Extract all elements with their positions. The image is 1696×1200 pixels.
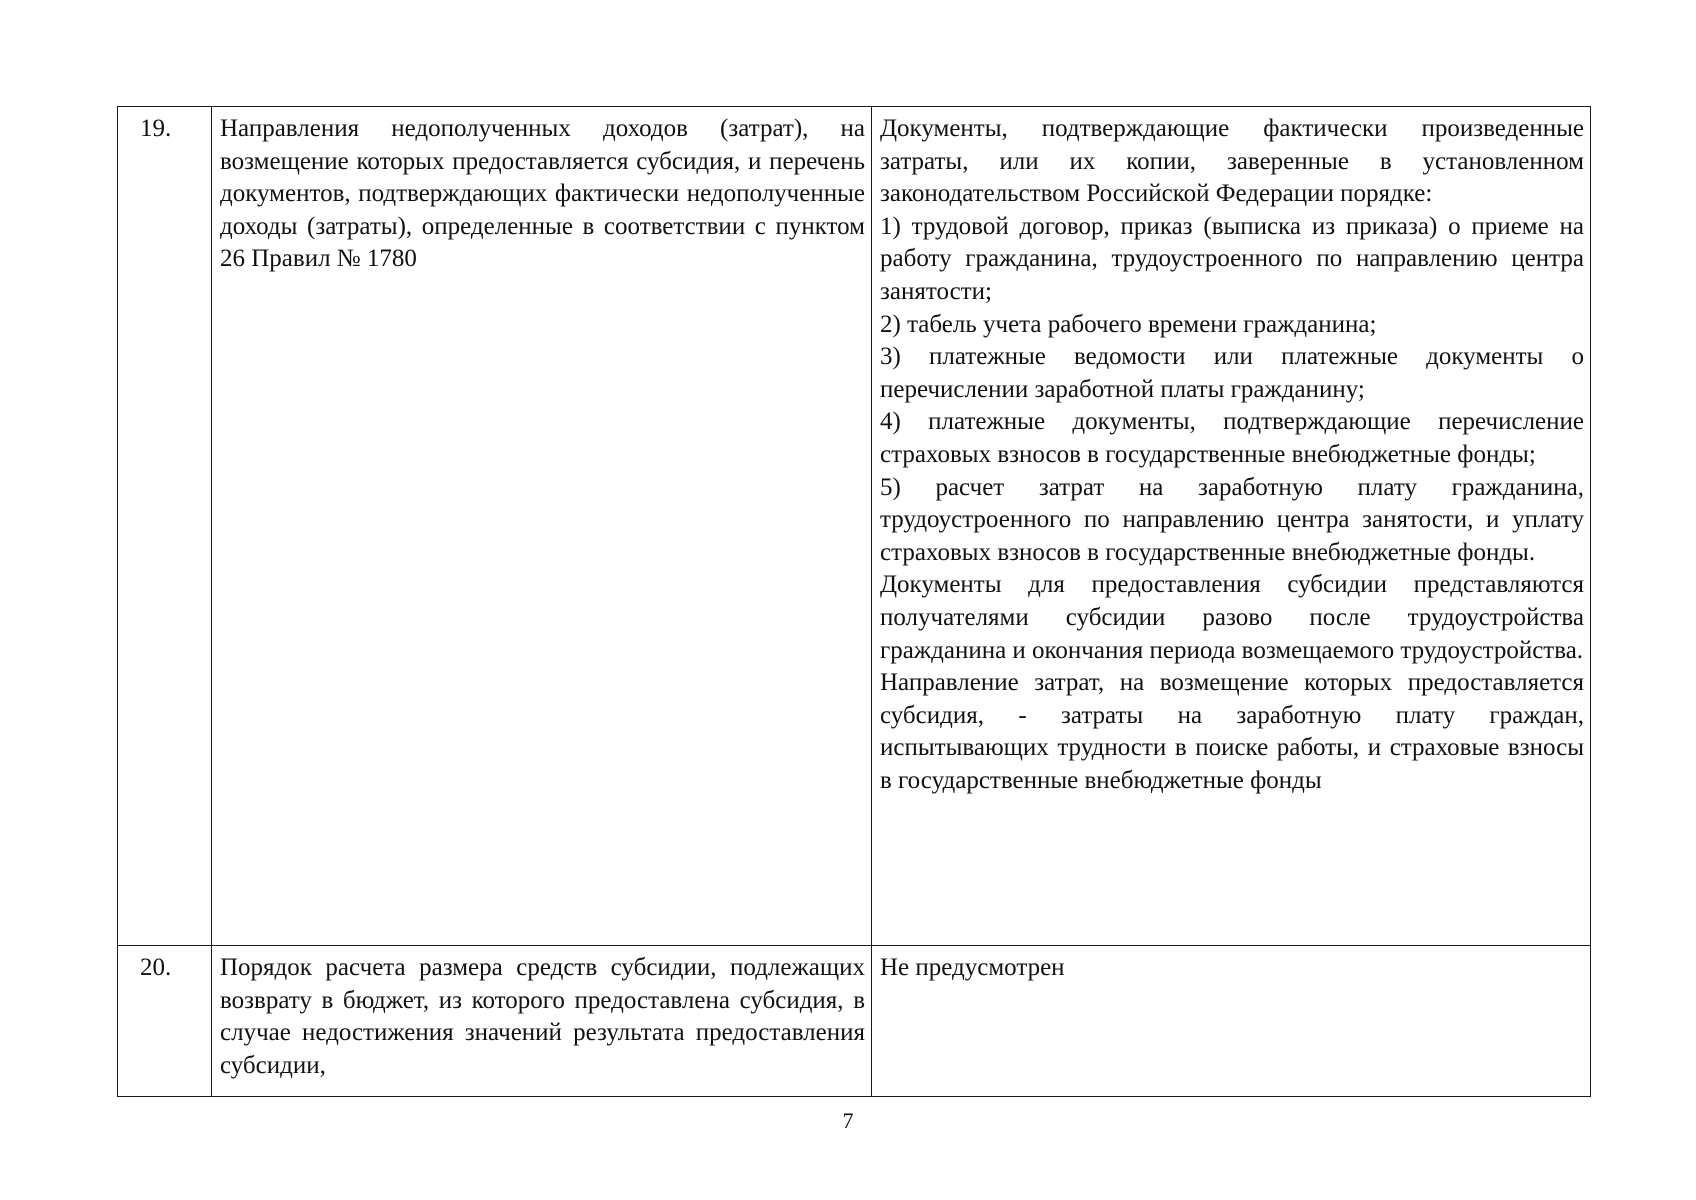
row-number: 19. (118, 107, 212, 946)
regulation-table (117, 106, 1591, 1097)
page-number: 7 (842, 1108, 854, 1133)
documents-paragraph: Документы для предоставления субсидии представляются получателями субсидии разово после трудоустройства гражданина и окончания периода возмещаемого трудоустройства. (880, 571, 1584, 664)
documents-paragraph: Не предусмотрен (880, 954, 1065, 981)
documents-paragraph: 3) платежные ведомости или платежные документы о перечислении заработной платы гражданину; (880, 343, 1584, 403)
documents-paragraph: Документы, подтверждающие фактически произведенные затраты, или их копии, заверенные в установленном законодательством Российской Федерации порядке: (880, 115, 1584, 208)
row-documents (872, 107, 1591, 946)
documents-paragraph: Направление затрат, на возмещение которых предоставляется субсидия, - затраты на заработную плату граждан, испытывающих трудности в поиске работы, и страховые взносы в государственные внебюджетные фонды (880, 669, 1584, 794)
row-description (212, 946, 872, 1097)
table-row (118, 946, 1591, 1097)
documents-paragraph: 5) расчет затрат на заработную плату гражданина, трудоустроенного по направлению центра занятости, и уплату страховых взносов в государственные внебюджетные фонды. (880, 473, 1584, 566)
documents-paragraph: 4) платежные документы, подтверждающие перечисление страховых взносов в государственные внебюджетные фонды; (880, 408, 1584, 468)
documents-paragraph: 1) трудовой договор, приказ (выписка из приказа) о приеме на работу гражданина, трудоустроенного по направлению центра занятости; (880, 212, 1584, 305)
table-row (118, 107, 1591, 946)
row-documents (872, 946, 1591, 1097)
documents-paragraph: 2) табель учета рабочего времени гражданина; (880, 310, 1377, 338)
description-text: Направления недополученных доходов (затрат), на возмещение которых предоставляется субсидия, и перечень документов, подтверждающих фактически недополученные доходы (затраты), определенные в соответствии с пунктом 26 Правил № 1780 (220, 115, 865, 273)
row-number: 20. (118, 946, 212, 1097)
row-description (212, 107, 872, 946)
description-text: Порядок расчета размера средств субсидии, подлежащих возврату в бюджет, из которого предоставлена субсидия, в случае недостижения значений результата предоставления субсидии, (220, 954, 865, 1079)
